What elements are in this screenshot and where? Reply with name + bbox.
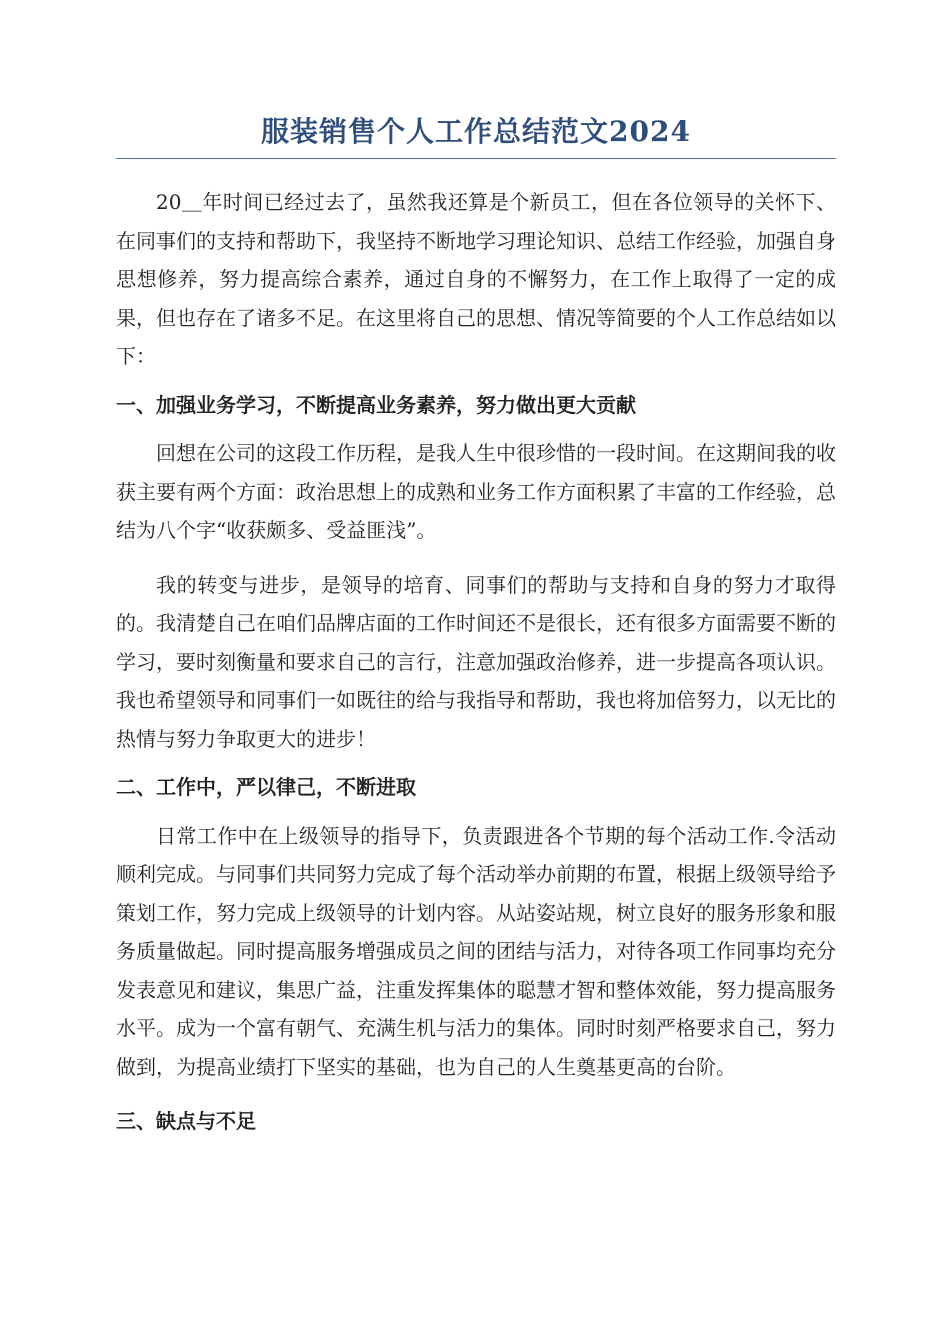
spacer <box>116 376 836 386</box>
document-title: 服装销售个人工作总结范文2024 <box>116 108 836 159</box>
intro-paragraph: 20＿年时间已经过去了，虽然我还算是个新员工，但在各位领导的关怀下、在同事们的支持和帮助下，我坚持不断地学习理论知识、总结工作经验，加强自身思想修养，努力提高综合素养，通过自身的不懈努力，在工作上取得了一定的成果，但也存在了诸多不足。在这里将自己的思想、情况等简要的个人工作总结如以下： <box>116 190 836 368</box>
spacer <box>116 758 836 768</box>
spacer <box>116 424 836 434</box>
section-1-paragraph-1: 回想在公司的这段工作历程，是我人生中很珍惜的一段时间。在这期间我的收获主要有两个方面：政治思想上的成熟和业务工作方面积累了丰富的工作经验，总结为八个字“收获颇多、受益匪浅”。 <box>116 441 836 542</box>
document-page <box>116 108 836 1141</box>
spacer <box>116 807 836 817</box>
section-heading-1: 一、加强业务学习，不断提高业务素养，努力做出更大贡献 <box>116 392 636 417</box>
section-heading-2: 二、工作中，严以律己，不断进取 <box>116 775 416 799</box>
section-1-paragraph-2: 我的转变与进步，是领导的培育、同事们的帮助与支持和自身的努力才取得的。我清楚自己在咱们品牌店面的工作时间还不是很长，还有很多方面需要不断的学习，要时刻衡量和要求自己的言行，注意加强政治修养，进一步提高各项认识。我也希望领导和同事们一如既往的给与我指导和帮助，我也将加倍努力，以无比的热情与努力争取更大的进步！ <box>116 572 836 751</box>
spacer <box>116 1086 836 1102</box>
spacer <box>116 550 836 566</box>
spacer <box>116 159 836 183</box>
section-heading-3: 三、缺点与不足 <box>116 1109 256 1133</box>
section-2-paragraph-1: 日常工作中在上级领导的指导下，负责跟进各个节期的每个活动工作.令活动顺利完成。与同事们共同努力完成了每个活动举办前期的布置，根据上级领导给予策划工作，努力完成上级领导的计划内容。从站姿站规，树立良好的服务形象和服务质量做起。同时提高服务增强成员之间的团结与活力，对待各项工作同事均充分发表意见和建议，集思广益，注重发挥集体的聪慧才智和整体效能，努力提高服务水平。成为一个富有朝气、充满生机与活力的集体。同时时刻严格要求自己，努力做到，为提高业绩打下坚实的基础，也为自己的人生奠基更高的台阶。 <box>116 823 836 1079</box>
